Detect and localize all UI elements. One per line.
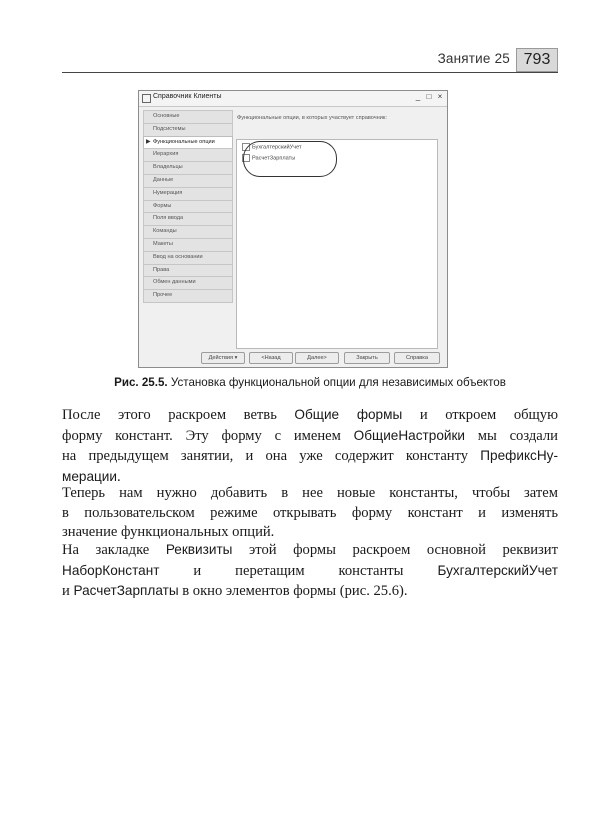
term-numbering-prefix: ПрефиксНу- <box>480 448 558 464</box>
nav-item-subsystems[interactable]: Подсистемы <box>143 123 233 136</box>
nav-item-templates[interactable]: Макеты <box>143 238 233 251</box>
help-button[interactable]: Справка <box>394 352 440 364</box>
term-common-settings: ОбщиеНастройки <box>353 427 466 443</box>
nav-item-input-fields[interactable]: Поля ввода <box>143 212 233 225</box>
figure-caption <box>62 376 558 389</box>
settings-nav <box>143 110 233 303</box>
chapter-title: Занятие 25 <box>437 51 510 66</box>
nav-item-data-exchange[interactable]: Обмен данными <box>143 276 233 289</box>
page-number: 793 <box>516 48 558 72</box>
selected-arrow-icon: ▶ <box>146 138 151 145</box>
highlight-ellipse <box>243 141 337 177</box>
term-attributes: Реквизиты <box>165 542 233 557</box>
running-header <box>62 48 558 72</box>
nav-item-hierarchy[interactable]: Иерархия <box>143 148 233 161</box>
term-common-forms: Общие формы <box>294 407 403 422</box>
minimize-icon[interactable]: _ <box>415 92 421 101</box>
functional-options-caption: Функциональные опции, в которых участвует справочник: <box>237 115 387 121</box>
nav-item-main[interactable]: Основные <box>143 110 233 123</box>
paragraph-1: После этого раскроем ветвь Общие формы и откроем общую форму констант. Эту форму с именем ОбщиеНастройки мы создали на предыдущем занятии, и она уже содержит константу ПрефиксНу- мерации. <box>62 407 558 485</box>
window-title: Справочник Клиенты <box>153 93 222 100</box>
nav-item-other[interactable]: Прочее <box>143 289 233 303</box>
nav-item-data[interactable]: Данные <box>143 174 233 187</box>
option-accounting[interactable]: БухгалтерскийУчет <box>242 143 302 152</box>
nav-item-input-on-basis[interactable]: Ввод на основании <box>143 251 233 264</box>
close-icon[interactable]: × <box>437 92 443 101</box>
nav-item-commands[interactable]: Команды <box>143 225 233 238</box>
close-button[interactable]: Закрыть <box>344 352 390 364</box>
window-icon <box>142 94 151 103</box>
nav-item-forms[interactable]: Формы <box>143 200 233 213</box>
paragraph-3: На закладке Реквизиты этой формы раскроем основной реквизит НаборКонстант и перетащим константы БухгалтерскийУчет и РасчетЗарплаты в окно элементов формы (рис. 25.6). <box>62 542 558 600</box>
nav-item-functional-options[interactable]: ▶ Функциональные опции <box>143 136 233 149</box>
next-button[interactable]: Далее> <box>295 352 339 364</box>
figure-text: Установка функциональной опции для независимых объектов <box>170 376 506 389</box>
maximize-icon[interactable]: □ <box>426 92 432 101</box>
window-titlebar <box>139 91 447 107</box>
term-constant-set: НаборКонстант <box>62 562 160 578</box>
back-button[interactable]: <Назад <box>249 352 293 364</box>
figure-label: Рис. 25.5. <box>114 376 168 389</box>
term-payroll: РасчетЗарплаты <box>73 583 179 599</box>
option-payroll[interactable]: РасчетЗарплаты <box>242 154 295 163</box>
term-accounting: БухгалтерскийУчет <box>437 562 558 578</box>
paragraph-2: Теперь нам нужно добавить в нее новые константы, чтобы затем в пользовательском режиме открывать форму констант и изменять значение функциональных опций. <box>62 485 558 541</box>
nav-item-rights[interactable]: Права <box>143 264 233 277</box>
nav-item-owners[interactable]: Владельцы <box>143 161 233 174</box>
nav-item-numbering[interactable]: Нумерация <box>143 187 233 200</box>
header-rule <box>62 72 558 73</box>
catalog-window <box>138 90 448 368</box>
actions-button[interactable]: Действия ▾ <box>201 352 245 364</box>
